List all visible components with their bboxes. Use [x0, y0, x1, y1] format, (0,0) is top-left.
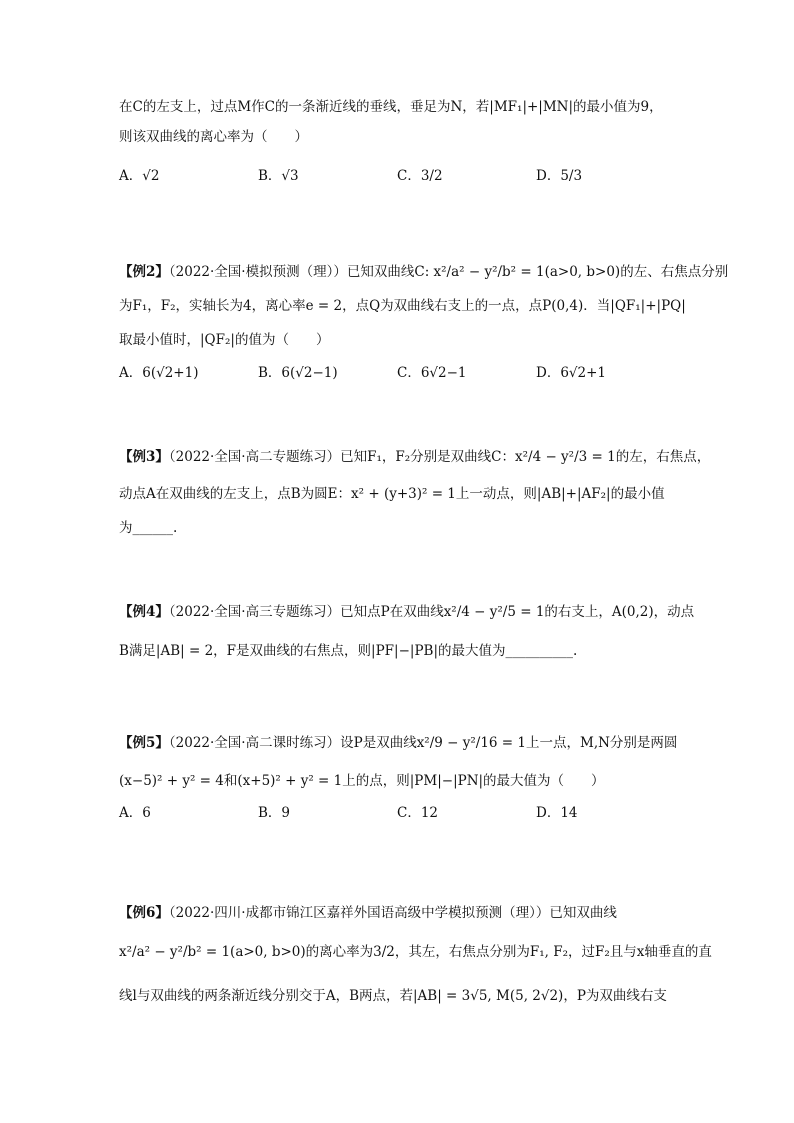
q1-option-d: D．5/3: [536, 168, 583, 184]
q3-tag: 【例3】: [119, 449, 169, 465]
q5-option-a: A．6: [119, 805, 151, 821]
q2-text1: 已知双曲线C: x²/a² − y²/b² = 1(a>0, b>0)的左、右焦点分别: [346, 264, 729, 280]
q1-option-a: A．√2: [119, 168, 160, 184]
q2-line1: [119, 262, 728, 282]
q2-option-b: B．6(√2−1): [258, 365, 338, 381]
q5-option-c: C．12: [397, 805, 439, 821]
q6-line3: 线l与双曲线的两条渐近线分别交于A，B两点，若|AB| = 3√5, M(5, 2√2)，P为双曲线右支: [119, 988, 667, 1004]
q2-option-c: C．6√2−1: [397, 365, 467, 381]
q4-source: （2022·全国·高三专题练习）: [168, 604, 341, 620]
q4-line2: B满足|AB| = 2，F是双曲线的右焦点，则|PF|−|PB|的最大值为__________.: [119, 643, 578, 659]
q1-option-c: C．3/2: [397, 168, 443, 184]
q2-option-a: A．6(√2+1): [119, 365, 199, 381]
q5-source: （2022·全国·高二课时练习）: [168, 735, 341, 751]
q6-text1: 已知双曲线: [549, 905, 617, 921]
q5-line1: [119, 733, 677, 753]
q4-text1: 已知点P在双曲线x²/4 − y²/5 = 1的右支上，A(0,2)，动点: [340, 604, 695, 620]
q6-line1: [119, 903, 617, 923]
q3-text1: 已知F₁，F₂分别是双曲线C：x²/4 − y²/3 = 1的左，右焦点，: [340, 449, 711, 465]
q1-line2: 则该双曲线的离心率为（ ）: [119, 129, 308, 145]
q5-text1: 设P是双曲线x²/9 − y²/16 = 1上一点，M,N分别是两圆: [340, 735, 678, 751]
q3-line1: [119, 447, 710, 467]
q2-line2: 为F₁，F₂，实轴长为4，离心率e = 2，点Q为双曲线右支上的一点，点P(0,4)．当|QF₁|+|PQ|: [119, 298, 686, 314]
q4-tag: 【例4】: [119, 604, 169, 620]
q6-source: （2022·四川·成都市锦江区嘉祥外国语高级中学模拟预测（理））: [168, 905, 550, 921]
q5-option-b: B．9: [258, 805, 291, 821]
q1-option-b: B．√3: [258, 168, 299, 184]
q2-option-d: D．6√2+1: [536, 365, 607, 381]
q3-source: （2022·全国·高二专题练习）: [168, 449, 341, 465]
q6-tag: 【例6】: [119, 905, 169, 921]
q5-tag: 【例5】: [119, 735, 169, 751]
q1-line1: 在C的左支上，过点M作C的一条渐近线的垂线，垂足为N，若|MF₁|+|MN|的最小值为9，: [119, 99, 663, 115]
q3-line2: 动点A在双曲线的左支上，点B为圆E：x² + (y+3)² = 1上一动点，则|AB|+|AF₂|的最小值: [119, 486, 665, 502]
q2-line3: 取最小值时，|QF₂|的值为（ ）: [119, 332, 330, 348]
q2-tag: 【例2】: [119, 264, 169, 280]
q5-line2: (x−5)² + y² = 4和(x+5)² + y² = 1上的点，则|PM|−|PN|的最大值为（ ）: [119, 773, 605, 789]
q2-source: （2022·全国·模拟预测（理））: [168, 264, 347, 280]
q4-line1: [119, 602, 694, 622]
q6-line2: x²/a² − y²/b² = 1(a>0, b>0)的离心率为3/2，其左，右焦点分别为F₁, F₂，过F₂且与x轴垂直的直: [119, 944, 712, 960]
q3-line3: 为______.: [119, 520, 178, 536]
q5-option-d: D．14: [536, 805, 578, 821]
